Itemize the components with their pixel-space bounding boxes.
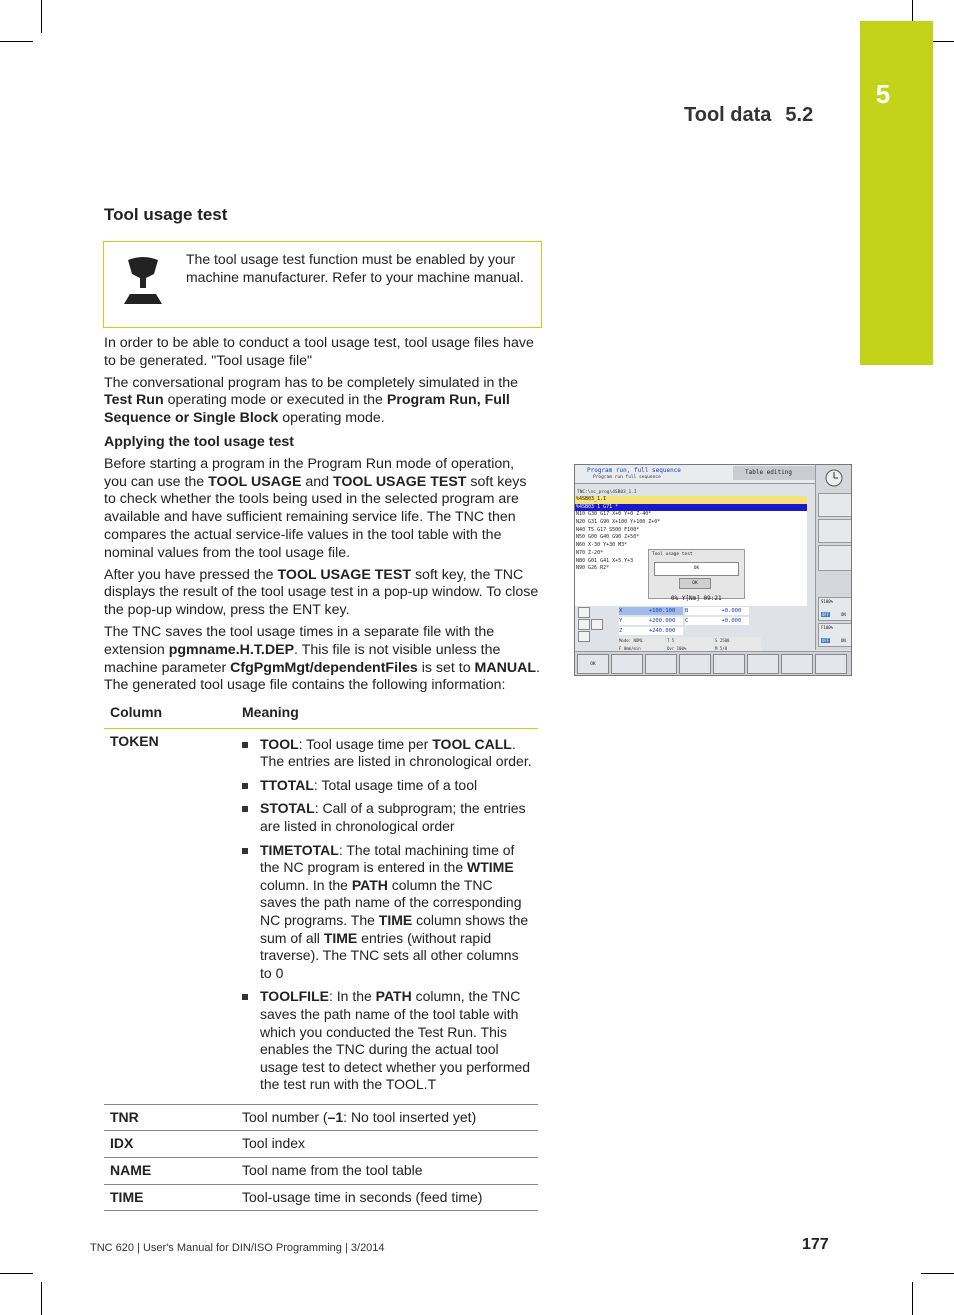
crop-mark (921, 1273, 954, 1274)
paragraph: After you have pressed the TOOL USAGE TEST soft key, the TNC displays the result of the tool usage test in a pop-up window. To close the pop-up window, press the ENT key. (104, 566, 539, 619)
running-header (684, 104, 813, 127)
softkey[interactable] (747, 654, 779, 674)
status-button[interactable] (591, 619, 603, 630)
axis-row: C +0.000 (685, 617, 749, 625)
body-text (104, 335, 540, 699)
column-name: TNR (104, 1104, 236, 1131)
table-row (104, 728, 538, 1104)
list-item: TIMETOTAL: The total machining time of the NC program is entered in the WTIME column. In the PATH column the TNC saves the path name of the corresponding NC programs. The TIME column shows the sum of all TIME entries (without rapid traverse). The TNC sets all other columns to 0 (242, 842, 532, 983)
popup-result: OK (654, 562, 739, 576)
mode-bar (575, 465, 815, 484)
column-name: TIME (104, 1184, 236, 1211)
column-meaning: Tool name from the tool table (236, 1158, 538, 1185)
list-item: STOTAL: Call of a subprogram; the entries are listed in chronological order (242, 800, 532, 835)
feed-override[interactable]: F100% OFF ON (818, 623, 852, 647)
program-line: N20 G31 G90 X+100 Y+100 Z+0* (576, 519, 661, 526)
program-line: %4SB03 1 G71 * (575, 504, 807, 512)
header-title: Tool data (684, 104, 772, 126)
column-name: TOKEN (104, 728, 236, 1104)
softkey[interactable] (781, 654, 813, 674)
column-name: IDX (104, 1131, 236, 1158)
side-softkey[interactable] (818, 493, 852, 517)
popup-ok-button[interactable]: OK (679, 578, 711, 589)
paragraph: In order to be able to conduct a tool usage test, tool usage files have to be generated. "Tool usage file" (104, 335, 534, 369)
status-button[interactable] (578, 619, 590, 630)
program-line: N50 G00 G40 G90 Z+50* (576, 534, 640, 541)
chapter-number: 5 (875, 79, 891, 109)
crop-mark (41, 1282, 42, 1315)
table-row (104, 1131, 538, 1158)
softkey[interactable] (713, 654, 745, 674)
program-line: %4SB03_1.I (575, 496, 807, 504)
program-line: N90 G26 R2* (576, 565, 610, 572)
section-title: Tool usage test (104, 205, 228, 224)
tool-usage-table (104, 700, 538, 1211)
axis-row: Y +200.000 (619, 617, 683, 625)
column-header: Meaning (236, 700, 538, 728)
status-button[interactable] (578, 631, 590, 642)
status-line: 0% Y[Nm] 09:21 (671, 595, 722, 602)
softkey[interactable] (679, 654, 711, 674)
side-softkey[interactable] (818, 545, 852, 571)
softkey[interactable] (815, 654, 847, 674)
side-softkey[interactable] (818, 519, 852, 543)
table-row (104, 1104, 538, 1131)
program-line: N40 T5 G17 S500 F100* (576, 526, 640, 533)
softkey[interactable] (645, 654, 677, 674)
operating-mode-subtitle: Program run full sequence (593, 475, 661, 480)
side-softkeys (815, 465, 852, 650)
override-cell: Ovr 100% (667, 645, 713, 653)
crop-mark (912, 1282, 913, 1315)
header-section: 5.2 (785, 104, 814, 126)
manufacturer-note (103, 241, 542, 328)
status-button[interactable] (578, 607, 590, 618)
table-header-row (104, 700, 538, 728)
paragraph: Before starting a program in the Program Run mode of operation, you can use the TOOL USAGE and TOOL USAGE TEST soft keys to check whether the tools being used in the selected program are available and have sufficient remaining service life. The TNC then compares the actual service-life values in the tool table with the nominal values from the tool usage file. (104, 455, 527, 561)
page-number: 177 (802, 1236, 829, 1253)
program-line: N80 G01 G41 X+5 Y+3 (576, 557, 634, 564)
table-editing-mode: Table editing (733, 466, 815, 480)
spindle-override[interactable]: S100% OFF ON (818, 597, 852, 621)
spindle-cell: S 2500 (715, 637, 761, 645)
axis-row: Z +240.000 (619, 627, 683, 635)
softkey-ok[interactable]: OK (577, 654, 609, 674)
operating-mode-title: Program run, full sequence (587, 467, 681, 474)
m-function-cell: M 5/8 (715, 645, 761, 653)
column-meaning (236, 728, 538, 1104)
column-meaning: Tool-usage time in seconds (feed time) (236, 1184, 538, 1211)
tool-usage-popup (648, 549, 745, 599)
softkey-row (575, 651, 851, 676)
column-name: NAME (104, 1158, 236, 1185)
clock-icon (824, 468, 844, 488)
axis-row: B +0.000 (685, 607, 749, 615)
list-item: TTOTAL: Total usage time of a tool (242, 777, 532, 795)
table-row (104, 1158, 538, 1185)
paragraph: The TNC saves the tool usage times in a separate file with the extension pgmname.H.T.DEP. This file is not visible unless the machine parameter CfgPgmMgt/dependentFiles is set to MANUAL. The generated tool usage file contains the following information: (104, 623, 540, 694)
column-meaning: Tool index (236, 1131, 538, 1158)
footer-text: TNC 620 | User's Manual for DIN/ISO Programming | 3/2014 (90, 1242, 385, 1254)
paragraph: The conversational program has to be completely simulated in the Test Run operating mode or executed in the Program Run, Full Sequence or Single Block operating mode. (104, 374, 519, 427)
chapter-tab (860, 21, 933, 365)
list-item: TOOL: Tool usage time per TOOL CALL. The entries are listed in chronological order. (242, 736, 532, 771)
program-path: TNC:\nc_prog\4SB03_1.I (577, 490, 637, 495)
position-display (619, 607, 815, 651)
feed-cell: F 0mm/min (619, 645, 665, 653)
tnc-screenshot (574, 464, 852, 676)
machine-spindle-icon (122, 252, 164, 307)
status-buttons (577, 607, 617, 651)
column-meaning: Tool number (–1: No tool inserted yet) (236, 1104, 538, 1131)
subheading: Applying the tool usage test (104, 433, 294, 450)
note-text: The tool usage test function must be enabled by your machine manufacturer. Refer to your machine manual. (186, 251, 524, 285)
popup-title: Tool usage test (652, 552, 693, 557)
crop-mark (0, 1273, 33, 1274)
crop-mark (41, 0, 42, 33)
table-row (104, 1184, 538, 1211)
crop-mark (0, 41, 33, 42)
softkey[interactable] (611, 654, 643, 674)
list-item: TOOLFILE: In the PATH column, the TNC saves the path name of the tool table with which you conducted the Test Run. This enables the TNC during the actual tool usage test to detect whether you performed the test run with the TOOL.T (242, 988, 532, 1094)
program-line: N60 X-30 Y+30 M3* (576, 542, 628, 549)
column-header: Column (104, 700, 236, 728)
program-line: N70 Z-20* (576, 549, 604, 556)
axis-row: X +100.100 (619, 607, 683, 615)
mode-cell: Mode: NOML (619, 637, 665, 645)
tool-cell: T 5 (667, 637, 713, 645)
program-line: N10 G30 G17 X+0 Y+0 Z-40* (576, 511, 652, 518)
